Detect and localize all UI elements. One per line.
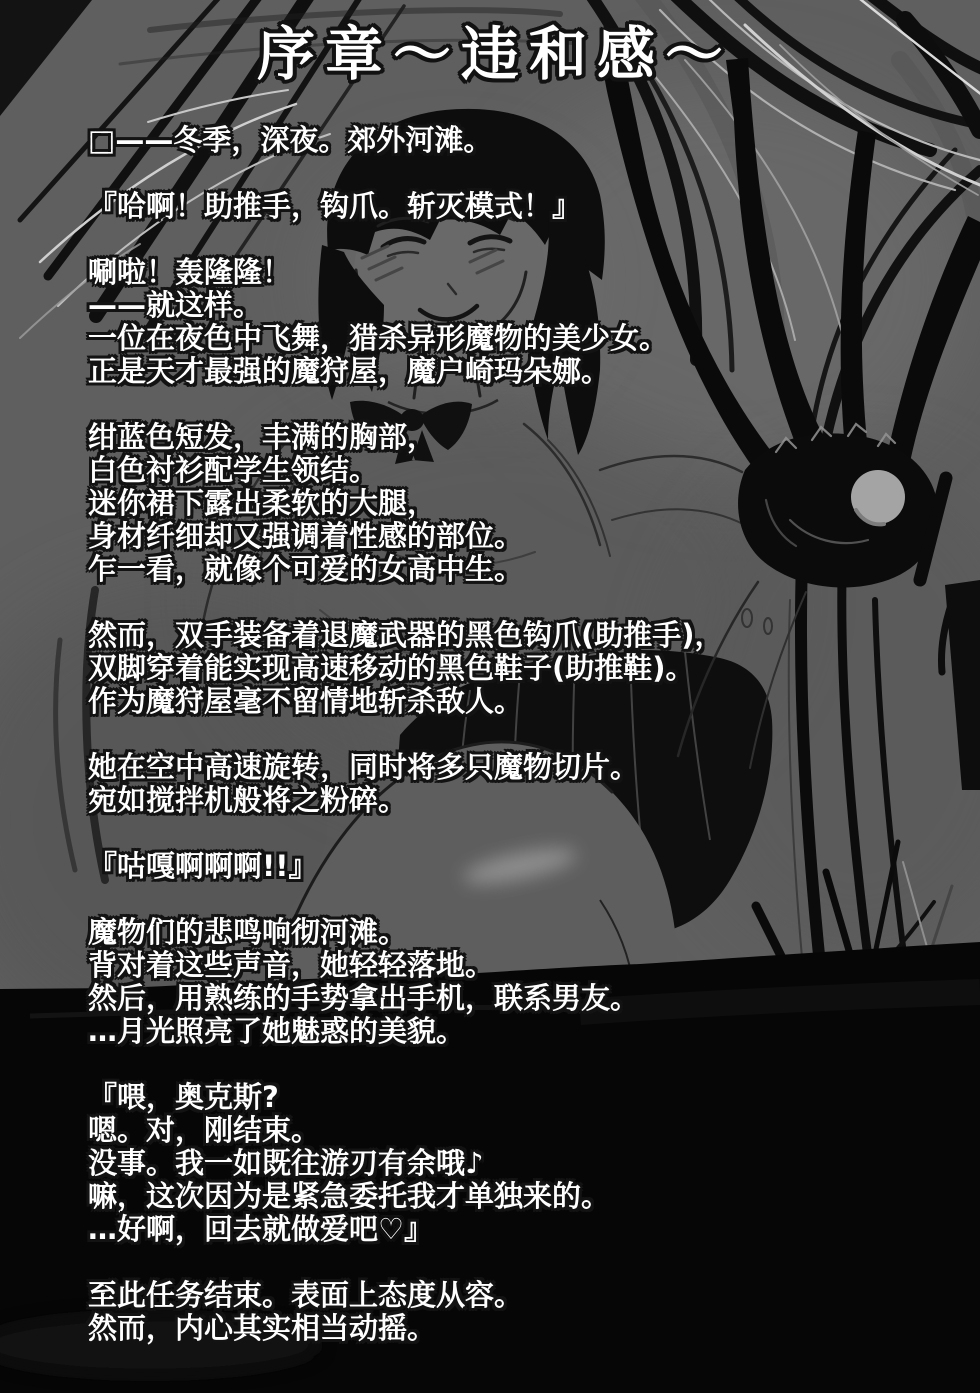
paragraph [88, 421, 970, 586]
text-line: 然而，双手装备着退魔武器的黑色钩爪(助推手)， [88, 618, 724, 652]
text-line: 作为魔狩屋毫不留情地斩杀敌人。 [88, 684, 524, 718]
text-line: 绀蓝色短发，丰满的胸部， [88, 420, 437, 454]
paragraph [88, 1081, 970, 1246]
text-line: 身材纤细却又强调着性感的部位。 [88, 519, 524, 553]
text-line: 双脚穿着能实现高速移动的黑色鞋子(助推鞋)。 [88, 651, 695, 685]
paragraph [88, 916, 970, 1048]
text-line: 白色衬衫配学生领结。 [88, 453, 379, 487]
text-line: 魔物们的悲鸣响彻河滩。 [88, 915, 408, 949]
text-line: 宛如搅拌机般将之粉碎。 [88, 783, 408, 817]
story-text [88, 124, 970, 1378]
paragraph [88, 124, 970, 157]
paragraph [88, 256, 970, 388]
text-line: 正是天才最强的魔狩屋，魔户崎玛朵娜。 [88, 354, 611, 388]
text-line: …好啊，回去就做爱吧♡』 [88, 1212, 433, 1246]
text-line: ——就这样。 [88, 288, 263, 322]
text-line: 『咕嘎啊啊啊!!』 [88, 849, 318, 883]
text-line: 背对着这些声音，她轻轻落地。 [88, 948, 495, 982]
text-line: 一位在夜色中飞舞，猎杀异形魔物的美少女。 [88, 321, 669, 355]
text-line: 嗯。对，刚结束。 [88, 1113, 321, 1147]
paragraph [88, 619, 970, 718]
text-line: 然而，内心其实相当动摇。 [88, 1311, 437, 1345]
text-line: 『喂，奥克斯? [88, 1080, 279, 1114]
text-line: 至此任务结束。表面上态度从容。 [88, 1278, 524, 1312]
paragraph [88, 1279, 970, 1345]
page-title: 序章～违和感～ [256, 20, 733, 88]
paragraph [88, 850, 970, 883]
paragraph [88, 190, 970, 223]
text-line: 然后，用熟练的手势拿出手机，联系男友。 [88, 981, 640, 1015]
text-line: 她在空中高速旋转，同时将多只魔物切片。 [88, 750, 640, 784]
text-line: …月光照亮了她魅惑的美貌。 [88, 1014, 466, 1048]
text-line: 迷你裙下露出柔软的大腿， [88, 486, 437, 520]
text-line: 嘛，这次因为是紧急委托我才单独来的。 [88, 1179, 611, 1213]
text-line: 没事。我一如既往游刃有余哦♪ [88, 1146, 484, 1180]
text-line: 『哈啊！助推手，钩爪。斩灭模式！』 [88, 189, 582, 223]
paragraph [88, 751, 970, 817]
text-line: 乍一看，就像个可爱的女高中生。 [88, 552, 524, 586]
text-line: 唰啦！轰隆隆！ [88, 255, 292, 289]
text-line: □——冬季，深夜。郊外河滩。 [88, 123, 493, 157]
